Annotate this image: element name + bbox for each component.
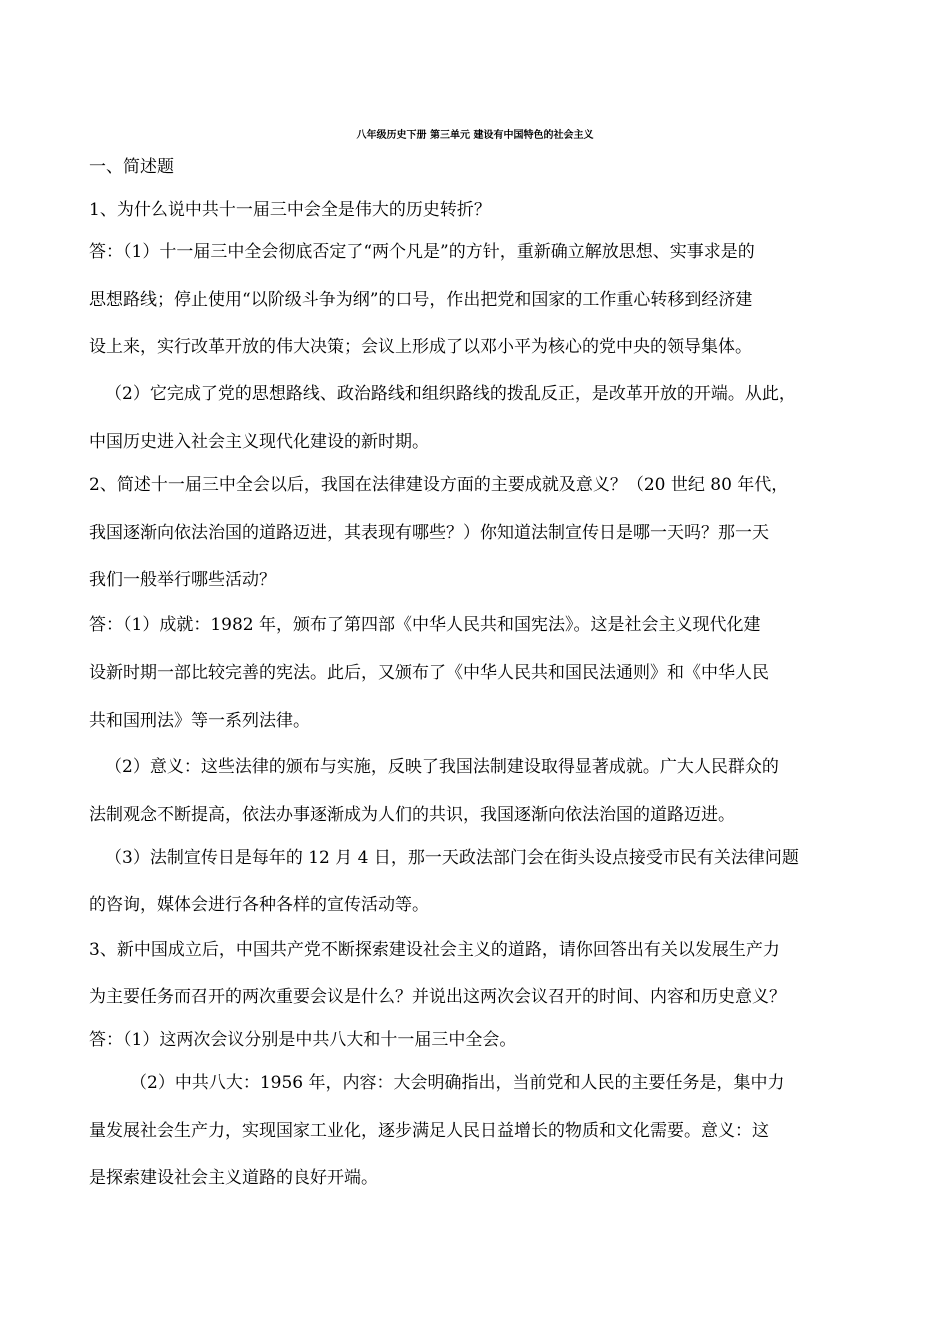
question-2-line-1: 2、简述十一届三中全会以后，我国在法律建设方面的主要成就及意义？（20 世纪 80 年代，	[89, 475, 789, 495]
answer-2-line-7: 的咨询，媒体会进行各种各样的宣传活动等。	[89, 895, 429, 915]
question-2-line-3: 我们一般举行哪些活动？	[89, 570, 276, 590]
answer-3-line-3: 量发展社会生产力，实现国家工业化，逐步满足人民日益增长的物质和文化需要。意义：这	[89, 1121, 769, 1141]
answer-1-line-5: 中国历史进入社会主义现代化建设的新时期。	[89, 432, 429, 452]
answer-1-line-3: 设上来，实行改革开放的伟大决策；会议上形成了以邓小平为核心的党中央的领导集体。	[89, 337, 752, 357]
answer-1-line-1: 答：（1）十一届三中全会彻底否定了“两个凡是”的方针，重新确立解放思想、实事求是的	[89, 242, 755, 262]
question-3-line-1: 3、新中国成立后，中国共产党不断探索建设社会主义的道路，请你回答出有关以发展生产力	[89, 940, 780, 960]
answer-3-line-2: （2）中共八大：1956 年，内容：大会明确指出，当前党和人民的主要任务是，集中力	[130, 1073, 785, 1093]
answer-1-line-2: 思想路线；停止使用“以阶级斗争为纲”的口号，作出把党和国家的工作重心转移到经济建	[89, 290, 753, 310]
answer-2-line-5: 法制观念不断提高，依法办事逐渐成为人们的共识，我国逐渐向依法治国的道路迈进。	[89, 805, 735, 825]
question-3-line-2: 为主要任务而召开的两次重要会议是什么？并说出这两次会议召开的时间、内容和历史意义？	[89, 987, 786, 1007]
answer-3-line-1: 答：（1）这两次会议分别是中共八大和十一届三中全会。	[89, 1030, 517, 1050]
section-heading: 一、简述题	[89, 157, 174, 177]
answer-2-line-4: （2）意义：这些法律的颁布与实施，反映了我国法制建设取得显著成就。广大人民群众的	[105, 757, 779, 777]
answer-2-line-2: 设新时期一部比较完善的宪法。此后，又颁布了《中华人民共和国民法通则》和《中华人民	[89, 663, 769, 683]
answer-1-line-4: （2）它完成了党的思想路线、政治路线和组织路线的拨乱反正，是改革开放的开端。从此，	[105, 384, 796, 404]
question-1: 1、为什么说中共十一届三中会全是伟大的历史转折？	[89, 200, 491, 220]
answer-2-line-1: 答：（1）成就：1982 年，颁布了第四部《中华人民共和国宪法》。这是社会主义现代化建	[89, 615, 761, 635]
answer-3-line-4: 是探索建设社会主义道路的良好开端。	[89, 1168, 378, 1188]
answer-2-line-6: （3）法制宣传日是每年的 12 月 4 日，那一天政法部门会在街头设点接受市民有关法律问题	[105, 848, 799, 868]
answer-2-line-3: 共和国刑法》等一系列法律。	[89, 711, 310, 731]
document-title: 八年级历史下册 第三单元 建设有中国特色的社会主义	[356, 130, 594, 141]
question-2-line-2: 我国逐渐向依法治国的道路迈进，其表现有哪些？）你知道法制宣传日是哪一天吗？那一天	[89, 523, 769, 543]
